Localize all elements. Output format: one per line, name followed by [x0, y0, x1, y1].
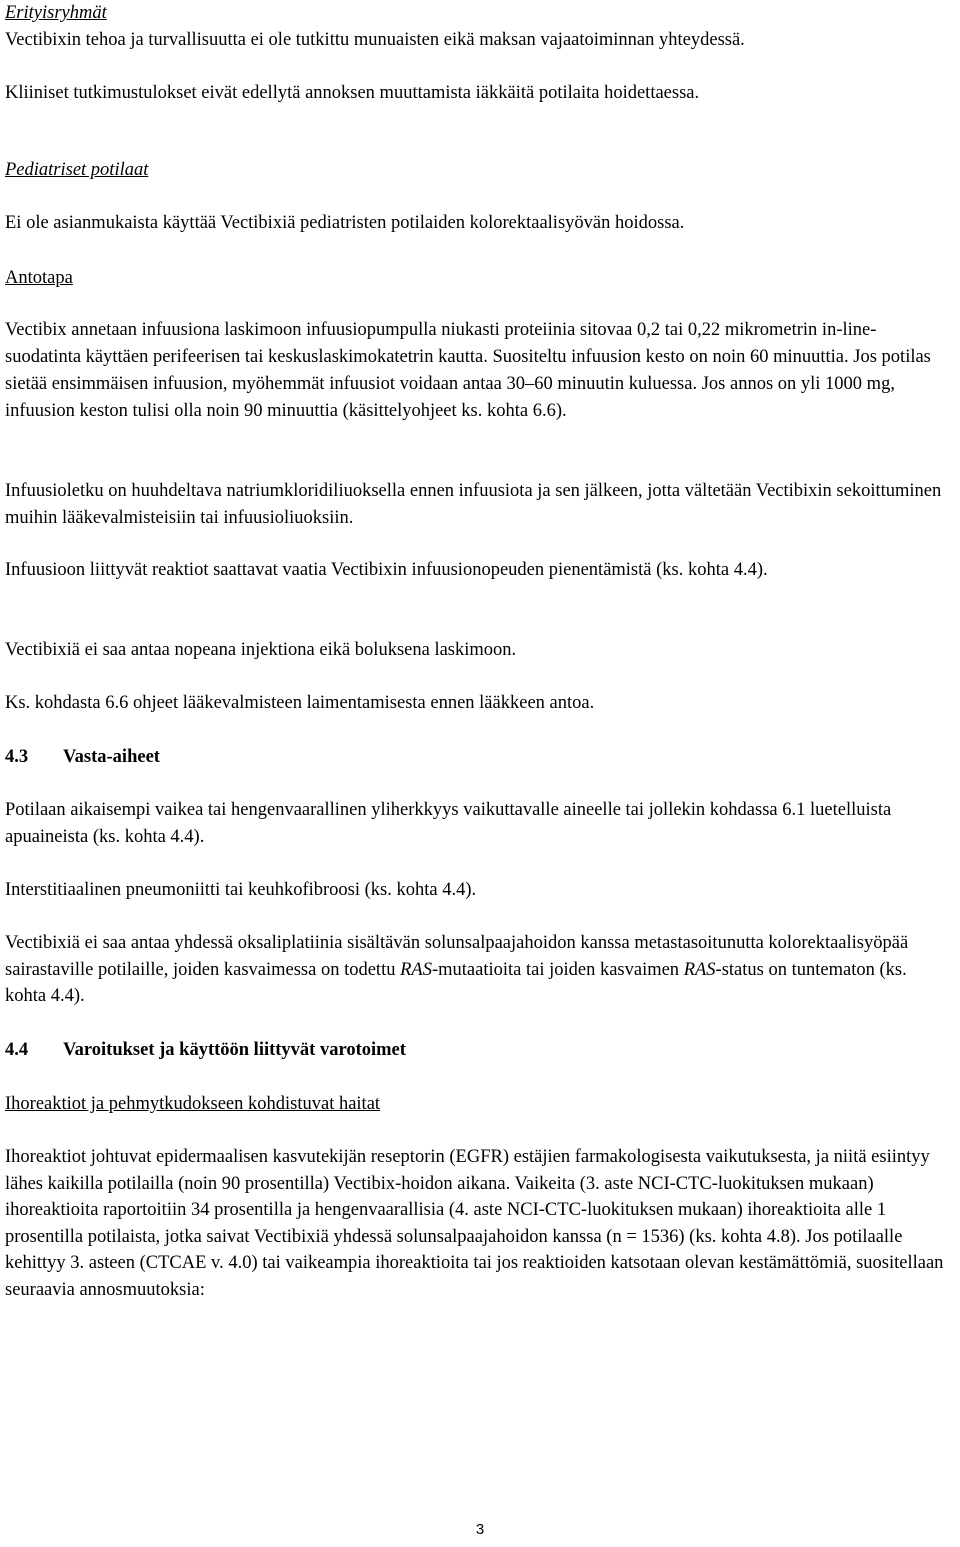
administration-paragraph-3: Infuusioon liittyvät reaktiot saattavat vaatia Vectibixin infuusionopeuden pienentämistä (ks. kohta 4.4).: [5, 560, 768, 580]
contra-p3-text-b: -mutaatioita tai joiden kasvaimen: [431, 959, 684, 980]
administration-paragraph-2: Infuusioletku on huuhdeltava natriumkloridiliuoksella ennen infuusiota ja sen jälkeen, jotta vältetään Vectibixin sekoittuminen muihin lääkevalmisteisiin tai infuusioliuoksiin.: [5, 481, 942, 528]
administration-sentence-a: Vectibix annetaan infuusiona laskimoon infuusiopumpulla niukasti proteiinia sitovaa 0,2 tai 0,22 mikrometrin in-line-suodatinta käyttäen perifeerisen tai keskuslaskimokatetrin kautta. Suositeltu infuusion kesto on noin 60 minuuttia.: [5, 320, 877, 367]
contraindications-heading: [5, 744, 948, 771]
contraindications-paragraph-1: Potilaan aikaisempi vaikea tai hengenvaarallinen yliherkkyys vaikuttavalle aineelle tai jollekin kohdassa 6.1 luetelluista apuaineista (ks. kohta 4.4).: [5, 800, 892, 847]
contra-p3-text-a: Vectibixiä ei saa antaa yhdessä oksaliplatiinia sisältävän solunsalpaajahoidon kanssa metastasoitunutta kolorektaalisyöpää sairastaville potilaille, joiden kasvaimessa on todettu: [5, 933, 909, 980]
skin-reactions-paragraph: Ihoreaktiot johtuvat epidermaalisen kasvutekijän reseptorin (EGFR) estäjien farmakologisesta vaikutuksesta, ja niitä esiintyy lähes kaikilla potilailla (noin 90 prosentilla) Vectibix-hoidon aikana. Vaikeita (3. aste NCI-CTC-luokituksen mukaan) ihoreaktioita raportoitiin 34 prosentilla ja hengenvaarallisia (4. aste NCI-CTC-luokituksen mukaan) ihoreaktioita alle 1 prosentilla potilaista, jotka saivat Vectibixiä yhdessä solunsalpaajahoidon kanssa (n = 1536) (ks. kohta 4.8). Jos potilaalle kehittyy 3. asteen (CTCAE v. 4.0) tai vaikeampia ihoreaktioita tai jos reaktioiden katsotaan olevan kestämättömiä, suositellaan seuraavia annosmuutoksia:: [5, 1147, 944, 1300]
administration-title: Antotapa: [5, 268, 73, 288]
contraindications-paragraph-3: [5, 930, 948, 1010]
contra-p3-ras-2: RAS: [683, 959, 716, 980]
page-number: 3: [475, 1521, 485, 1538]
skin-reactions-title: Ihoreaktiot ja pehmytkudokseen kohdistuvat haitat: [5, 1094, 381, 1114]
special-paragraph-2: Kliiniset tutkimustulokset eivät edellytä annoksen muuttamista iäkkäitä potilaita hoidettaessa.: [5, 83, 700, 103]
warnings-number: 4.4: [5, 1040, 29, 1060]
contraindications-number: 4.3: [5, 747, 29, 767]
pediatric-paragraph: Ei ole asianmukaista käyttää Vectibixiä pediatristen potilaiden kolorektaalisyövän hoidossa.: [5, 213, 685, 233]
special-paragraph-1: Vectibixin tehoa ja turvallisuutta ei ole tutkittu munuaisten eikä maksan vajaatoiminnan yhteydessä.: [5, 30, 745, 50]
administration-paragraph-4: Vectibixiä ei saa antaa nopeana injektiona eikä boluksena laskimoon.: [5, 640, 517, 660]
special-groups-title: Erityisryhmät: [5, 3, 107, 23]
administration-paragraph-1: [5, 317, 948, 425]
pediatric-title: Pediatriset potilaat: [5, 160, 149, 180]
warnings-title: Varoitukset ja käyttöön liittyvät varotoimet: [63, 1040, 406, 1060]
administration-paragraph-5: Ks. kohdasta 6.6 ohjeet lääkevalmisteen laimentamisesta ennen lääkkeen antoa.: [5, 693, 595, 713]
warnings-heading: [5, 1037, 948, 1064]
administration-sentence-c: Jos annos on yli 1000 mg, infuusion keston tulisi olla noin 90 minuuttia (käsittelyohjeet ks. kohta 6.6).: [5, 374, 895, 421]
contra-p3-text-c: -status on tuntematon (ks. kohta 4.4).: [5, 959, 907, 1006]
administration-sentence-b: Jos potilas sietää ensimmäisen infuusion, myöhemmät infuusiot voidaan antaa 30–60 minuutin kuluessa.: [5, 347, 931, 394]
contraindications-title: Vasta-aiheet: [63, 747, 160, 767]
contraindications-paragraph-2: Interstitiaalinen pneumoniitti tai keuhkofibroosi (ks. kohta 4.4).: [5, 880, 477, 900]
contra-p3-ras-1: RAS: [400, 959, 432, 980]
